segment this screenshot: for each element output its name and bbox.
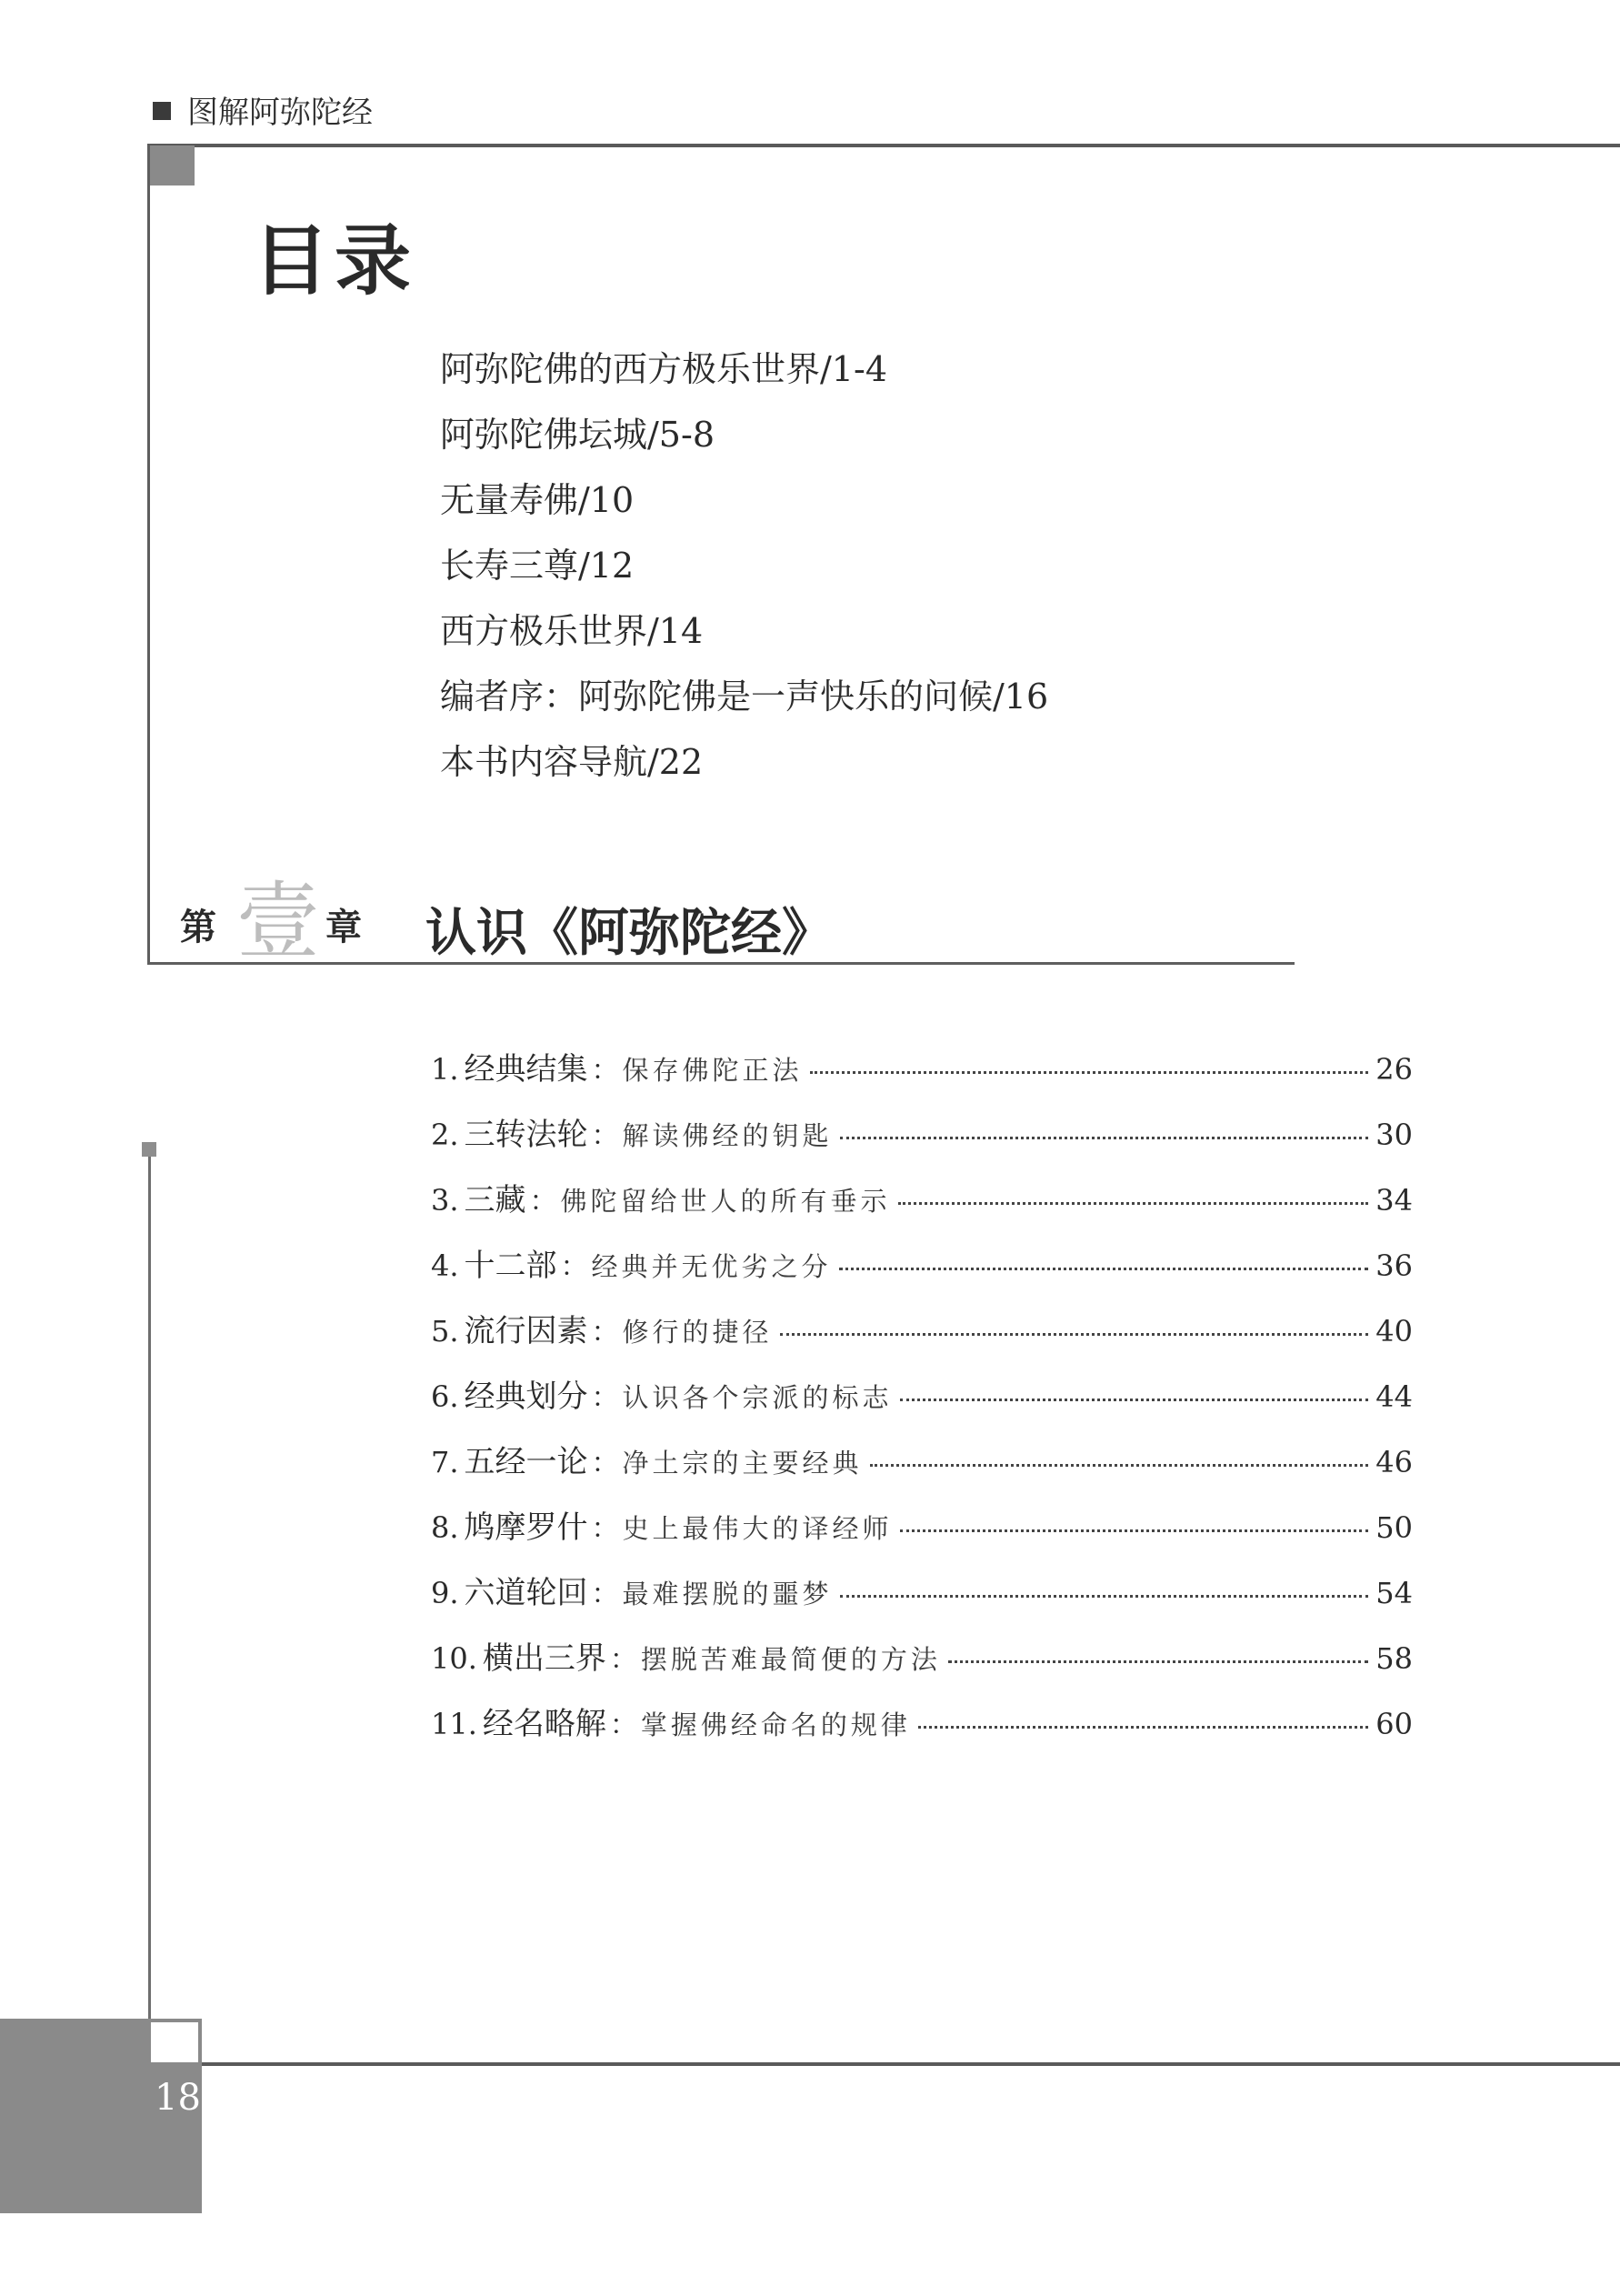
toc-entry-heading: 经名略解 xyxy=(482,1706,606,1742)
top-corner-block xyxy=(147,145,195,185)
top-rule xyxy=(147,144,1620,147)
toc-entry[interactable] xyxy=(431,1699,1413,1764)
toc-entry-subtitle: 修行的捷径 xyxy=(622,1317,773,1348)
toc-list xyxy=(431,1044,1413,1764)
toc-entry-subtitle: 最难摆脱的噩梦 xyxy=(622,1579,833,1609)
toc-entry-heading: 鸠摩罗什 xyxy=(464,1509,588,1546)
chapter-suffix: 章 xyxy=(325,906,362,948)
toc-dot-leader xyxy=(840,1595,1369,1598)
left-frame-line xyxy=(147,145,150,964)
toc-entry-subtitle: 摆脱苦难最简便的方法 xyxy=(640,1644,941,1675)
toc-dot-leader xyxy=(918,1726,1368,1729)
toc-entry-number: 8. xyxy=(431,1510,459,1545)
toc-entry-heading: 十二部 xyxy=(464,1248,557,1284)
toc-entry-subtitle: 保存佛陀正法 xyxy=(622,1055,803,1086)
running-header-title: 图解阿弥陀经 xyxy=(187,95,373,131)
toc-entry-page: 36 xyxy=(1375,1248,1413,1283)
chapter-prefix: 第 xyxy=(180,906,216,948)
toc-entry-heading: 经典结集 xyxy=(464,1051,588,1088)
toc-entry-separator: ： xyxy=(591,1513,619,1545)
toc-entry-heading: 五经一论 xyxy=(464,1444,588,1480)
bottom-corner-notch xyxy=(151,2022,198,2062)
toc-entry[interactable] xyxy=(431,1240,1413,1306)
front-matter-item[interactable]: 阿弥陀佛坛城/5-8 xyxy=(440,415,715,455)
toc-entry[interactable] xyxy=(431,1568,1413,1633)
left-frame-line-lower xyxy=(148,1157,151,2066)
header-square-icon xyxy=(153,102,171,120)
front-matter-item[interactable]: 长寿三尊/12 xyxy=(440,546,635,586)
page-title: 目录 xyxy=(253,216,417,306)
toc-entry[interactable] xyxy=(431,1633,1413,1699)
toc-entry-number: 7. xyxy=(431,1445,459,1479)
toc-entry-page: 44 xyxy=(1375,1379,1413,1414)
toc-entry-page: 30 xyxy=(1375,1118,1413,1152)
toc-entry-page: 34 xyxy=(1375,1183,1413,1218)
toc-dot-leader xyxy=(810,1071,1369,1074)
toc-entry-separator: ： xyxy=(529,1186,557,1218)
toc-entry-separator: ： xyxy=(591,1317,619,1349)
toc-entry[interactable] xyxy=(431,1306,1413,1371)
toc-entry-separator: ： xyxy=(591,1448,619,1479)
chapter-number: 壹 xyxy=(236,873,321,970)
toc-entry-page: 46 xyxy=(1375,1445,1413,1479)
toc-entry-heading: 经典划分 xyxy=(464,1379,588,1415)
toc-entry[interactable] xyxy=(431,1109,1413,1175)
front-matter-item[interactable]: 西方极乐世界/14 xyxy=(440,611,704,651)
toc-entry-separator: ： xyxy=(609,1709,637,1741)
toc-dot-leader xyxy=(840,1137,1369,1139)
toc-entry-page: 26 xyxy=(1375,1052,1413,1087)
toc-entry-subtitle: 经典并无优劣之分 xyxy=(591,1251,832,1282)
toc-entry-subtitle: 解读佛经的钥匙 xyxy=(622,1120,833,1151)
toc-entry-heading: 三转法轮 xyxy=(464,1117,588,1153)
front-matter-list xyxy=(440,342,1048,800)
toc-dot-leader xyxy=(780,1333,1369,1336)
toc-entry-number: 10. xyxy=(431,1641,477,1676)
toc-entry-page: 58 xyxy=(1375,1641,1413,1676)
toc-entry-separator: ： xyxy=(560,1251,588,1283)
toc-entry-separator: ： xyxy=(591,1382,619,1414)
toc-entry-separator: ： xyxy=(591,1579,619,1610)
toc-entry-separator: ： xyxy=(591,1055,619,1087)
toc-entry-subtitle: 佛陀留给世人的所有垂示 xyxy=(560,1186,891,1217)
toc-entry-page: 60 xyxy=(1375,1707,1413,1741)
toc-entry-heading: 六道轮回 xyxy=(464,1575,588,1611)
toc-entry[interactable] xyxy=(431,1437,1413,1502)
toc-entry-page: 40 xyxy=(1375,1314,1413,1349)
toc-entry-number: 2. xyxy=(431,1118,459,1152)
toc-dot-leader xyxy=(898,1202,1369,1205)
toc-entry-heading: 流行因素 xyxy=(464,1313,588,1349)
toc-entry-number: 1. xyxy=(431,1052,459,1087)
toc-entry-subtitle: 认识各个宗派的标志 xyxy=(622,1382,893,1413)
toc-entry-heading: 横出三界 xyxy=(482,1640,606,1677)
toc-entry-separator: ： xyxy=(609,1644,637,1676)
toc-entry[interactable] xyxy=(431,1044,1413,1109)
toc-entry-number: 5. xyxy=(431,1314,459,1349)
toc-entry-separator: ： xyxy=(591,1120,619,1152)
toc-entry[interactable] xyxy=(431,1175,1413,1240)
toc-entry-number: 3. xyxy=(431,1183,459,1218)
front-matter-item[interactable]: 本书内容导航/22 xyxy=(440,742,704,782)
toc-entry-number: 9. xyxy=(431,1576,459,1610)
toc-entry-number: 11. xyxy=(431,1707,477,1741)
chapter-title: 认识《阿弥陀经》 xyxy=(425,904,833,963)
front-matter-item[interactable]: 阿弥陀佛的西方极乐世界/1-4 xyxy=(440,349,887,389)
front-matter-item[interactable]: 无量寿佛/10 xyxy=(440,480,635,520)
toc-dot-leader xyxy=(900,1399,1369,1401)
toc-entry-number: 4. xyxy=(431,1248,459,1283)
toc-dot-leader xyxy=(948,1660,1368,1663)
page-number: 18 xyxy=(155,2077,201,2119)
front-matter-item[interactable]: 编者序：阿弥陀佛是一声快乐的问候/16 xyxy=(440,677,1049,717)
toc-dot-leader xyxy=(900,1529,1369,1532)
bottom-rule xyxy=(147,2062,1620,2066)
toc-entry-heading: 三藏 xyxy=(464,1182,526,1218)
toc-dot-leader xyxy=(839,1268,1369,1270)
toc-entry[interactable] xyxy=(431,1502,1413,1568)
toc-dot-leader xyxy=(870,1464,1369,1467)
side-marker-square xyxy=(142,1142,156,1157)
toc-entry-subtitle: 净土宗的主要经典 xyxy=(622,1448,863,1479)
toc-entry[interactable] xyxy=(431,1371,1413,1437)
toc-entry-number: 6. xyxy=(431,1379,459,1414)
toc-entry-page: 54 xyxy=(1375,1576,1413,1610)
toc-entry-subtitle: 掌握佛经命名的规律 xyxy=(640,1709,911,1740)
toc-entry-page: 50 xyxy=(1375,1510,1413,1545)
toc-entry-subtitle: 史上最伟大的译经师 xyxy=(622,1513,893,1544)
